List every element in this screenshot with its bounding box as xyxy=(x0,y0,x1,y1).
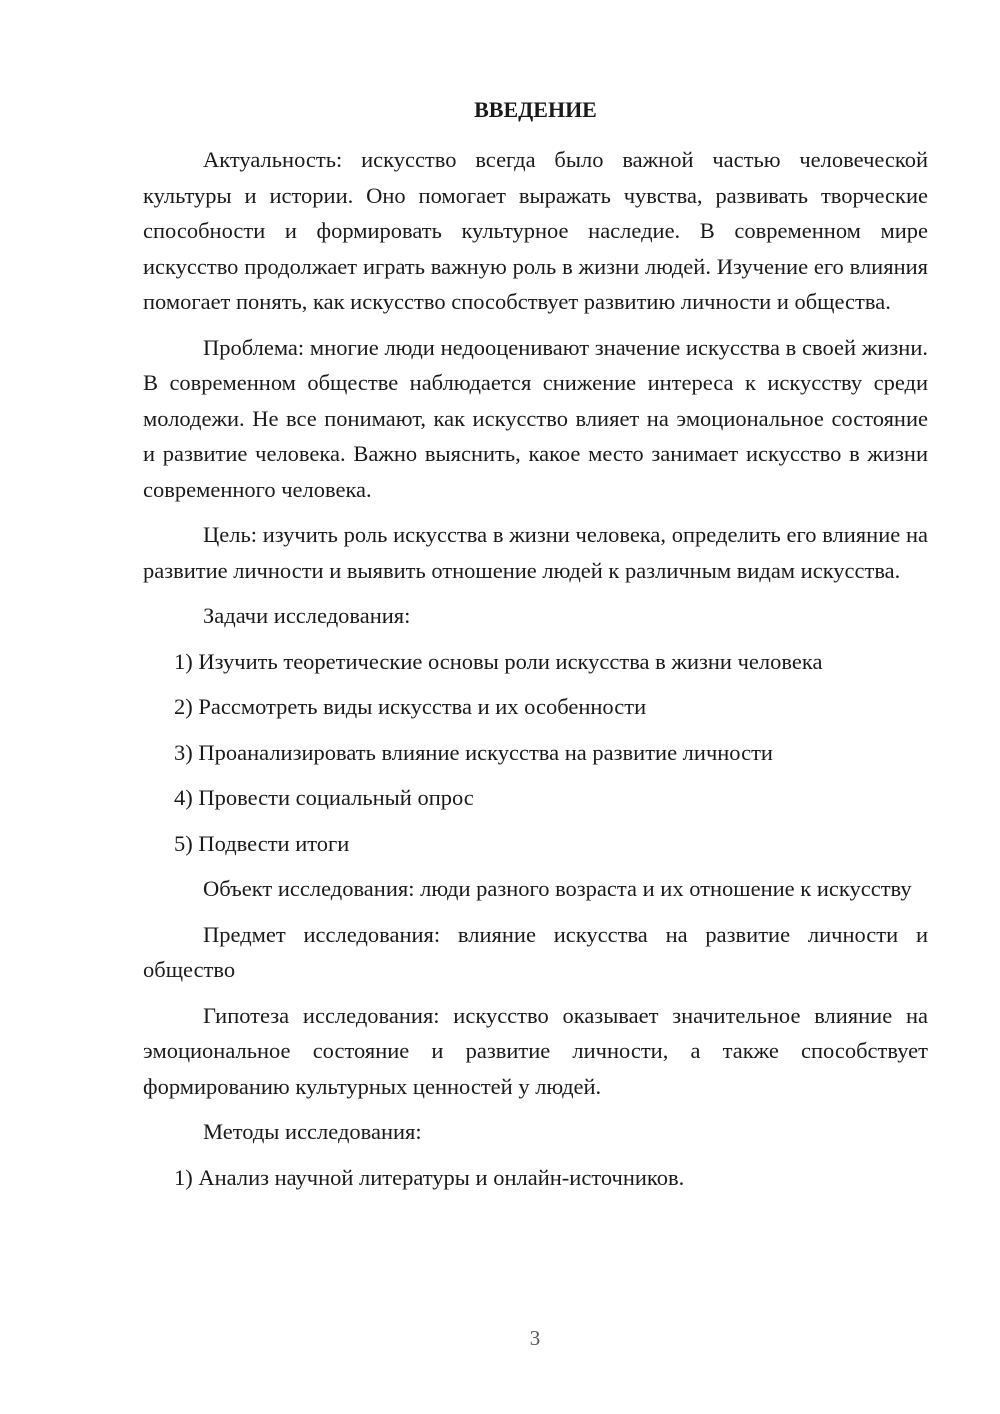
methods-heading: Методы исследования: xyxy=(203,1119,422,1144)
problem-paragraph: Проблема: многие люди недооценивают значение искусства в своей жизни. В современном обществе наблюдается снижение интереса к искусству среди молодежи. Не все понимают, как искусство влияет на эмоциональное состояние и развитие человека. Важно выяснить, какое место занимает искусство в жизни современного человека. xyxy=(143,334,928,502)
tasks-heading: Задачи исследования: xyxy=(203,603,411,628)
document-title: ВВЕДЕНИЕ xyxy=(474,97,597,122)
task-item: 2) Рассмотреть виды искусства и их особенности xyxy=(174,694,647,719)
subject-paragraph: Предмет исследования: влияние искусства на развитие личности и общество xyxy=(143,921,928,982)
tasks-list xyxy=(143,644,928,862)
task-item: 5) Подвести итоги xyxy=(174,830,350,856)
document-page xyxy=(143,92,928,1205)
hypothesis-paragraph: Гипотеза исследования: искусство оказывает значительное влияние на эмоциональное состояние и развитие личности, а также способствует формированию культурных ценностей у людей. xyxy=(143,1002,928,1099)
task-item: 4) Провести социальный опрос xyxy=(174,785,474,810)
task-item: 1) Изучить теоретические основы роли искусства в жизни человека xyxy=(174,648,823,674)
method-item: 1) Анализ научной литературы и онлайн-источников. xyxy=(174,1164,685,1190)
task-item: 3) Проанализировать влияние искусства на развитие личности xyxy=(174,739,773,765)
methods-list xyxy=(143,1160,928,1196)
page-number: 3 xyxy=(529,1326,541,1350)
object-paragraph: Объект исследования: люди разного возраста и их отношение к искусству xyxy=(203,876,912,901)
goal-paragraph: Цель: изучить роль искусства в жизни человека, определить его влияние на развитие личности и выявить отношение людей к различным видам искусства. xyxy=(143,522,928,583)
relevance-paragraph: Актуальность: искусство всегда было важной частью человеческой культуры и истории. Оно помогает выражать чувства, развивать творческие способности и формировать культурное наследие. В современном мире искусство продолжает играть важную роль в жизни людей. Изучение его влияния помогает понять, как искусство способствует развитию личности и общества. xyxy=(143,147,928,314)
